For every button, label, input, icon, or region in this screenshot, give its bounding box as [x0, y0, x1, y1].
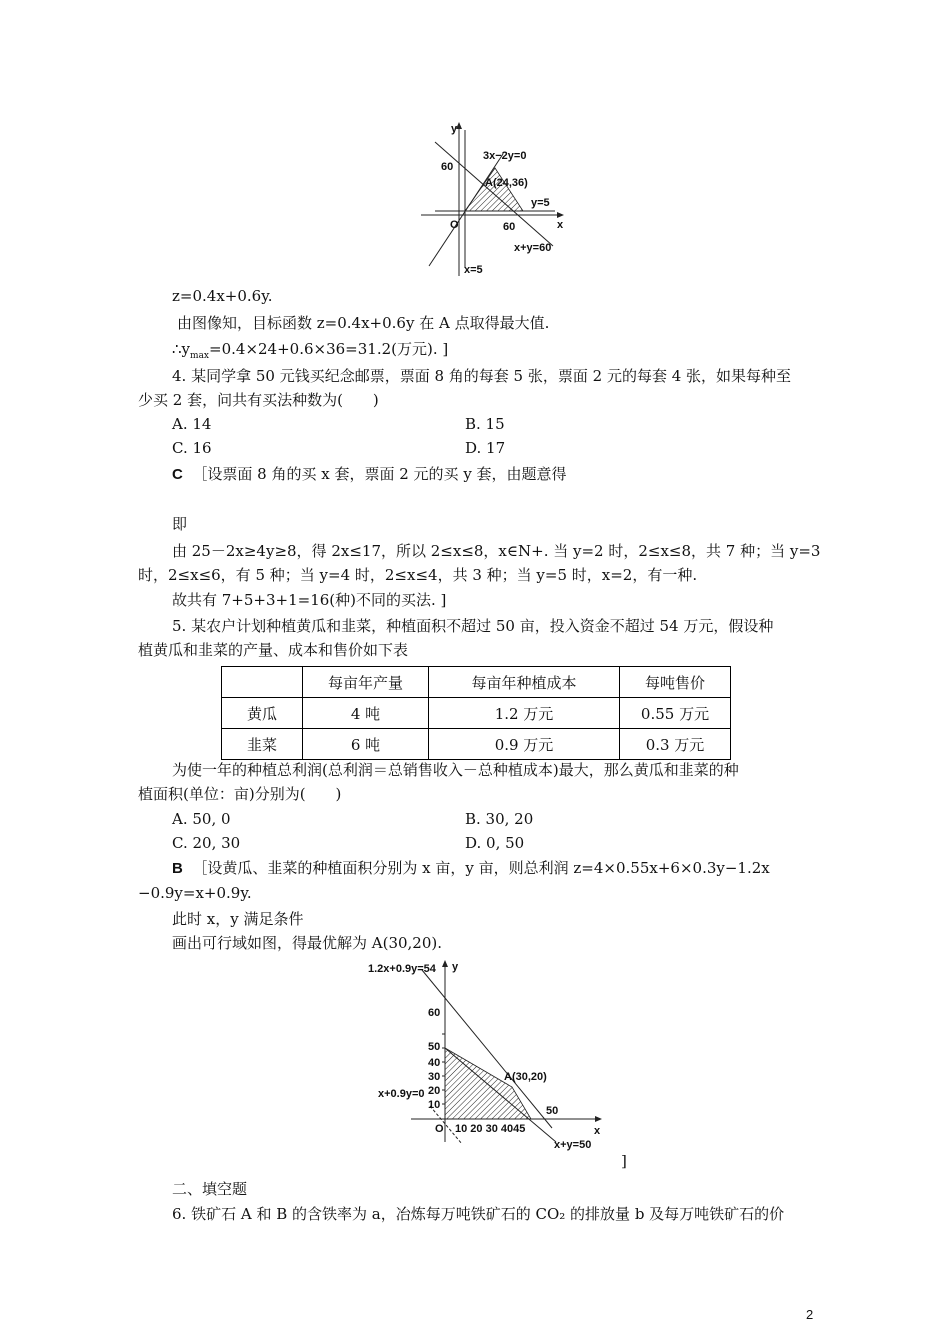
- tick-y-10: 10: [428, 1099, 441, 1111]
- q5-close-bracket: ]: [621, 1152, 627, 1170]
- graph-note: 由图像知，目标函数 z=0.4x+0.6y 在 A 点取得最大值.: [177, 314, 550, 332]
- q5-option-b: B. 30, 20: [465, 810, 534, 828]
- q5-stem-line3: 为使一年的种植总利润(总利润＝总销售收入－总种植成本)最大，那么黄瓜和韭菜的种: [172, 761, 739, 779]
- q4-conclusion: 故共有 7+5+3+1=16(种)不同的买法. ]: [172, 591, 447, 609]
- q5-feasible: 画出可行域如图，得最优解为 A(30,20).: [172, 934, 443, 952]
- table-header-row: 每亩年产量 每亩年种植成本 每吨售价: [222, 667, 731, 698]
- q4-stem-line2: 少买 2 套，问共有买法种数为( ): [138, 391, 379, 409]
- origin-label: O: [435, 1123, 444, 1135]
- x-tick-labels: 10 20 30 4045: [455, 1123, 526, 1135]
- tick-x-60: 60: [503, 221, 516, 233]
- q5-condition: 此时 x，y 满足条件: [172, 910, 304, 928]
- z-expression: z=0.4x+0.6y.: [172, 287, 273, 305]
- tick-y-60: 60: [428, 1007, 441, 1019]
- line-label-top: 1.2x+0.9y=54: [368, 963, 436, 975]
- q4-answer: C ［设票面 8 角的买 x 套，票面 2 元的买 y 套，由题意得: [172, 465, 567, 483]
- shaded-region: [465, 168, 523, 211]
- line-label-xy50: x+y=50: [554, 1139, 592, 1151]
- y-axis-label: y: [451, 123, 458, 135]
- table-row: 韭菜 6 吨 0.9 万元 0.3 万元: [222, 729, 731, 760]
- q4-reason-line2: 时，2≤x≤6，有 5 种；当 y=4 时，2≤x≤4，共 3 种；当 y=5 时，x=2，有一种.: [138, 566, 698, 584]
- line-label-3x-2y: 3x−2y=0: [483, 150, 527, 162]
- y-axis-label: y: [452, 961, 459, 973]
- tick-y-40: 40: [428, 1057, 441, 1069]
- q6-stem: 6. 铁矿石 A 和 B 的含铁率为 a，冶炼每万吨铁矿石的 CO₂ 的排放量 b 及每万吨铁矿石的价: [172, 1205, 785, 1223]
- tick-y-30: 30: [428, 1071, 441, 1083]
- q4-option-b: B. 15: [465, 415, 505, 433]
- table-row: 黄瓜 4 吨 1.2 万元 0.55 万元: [222, 698, 731, 729]
- q4-option-d: D. 17: [465, 439, 506, 457]
- q5-stem-line2: 植黄瓜和韭菜的产量、成本和售价如下表: [138, 641, 409, 659]
- point-a-label: A(30,20): [504, 1071, 547, 1083]
- q5-stem-line4: 植面积(单位：亩)分别为( ): [138, 785, 342, 803]
- q5-option-a: A. 50, 0: [172, 810, 231, 828]
- q4-stem-line1: 4. 某同学拿 50 元钱买纪念邮票，票面 8 角的每套 5 张，票面 2 元的每套 4 张，如果每种至: [172, 367, 792, 385]
- q4-option-c: C. 16: [172, 439, 212, 457]
- q5-stem-line1: 5. 某农户计划种植黄瓜和韭菜，种植面积不超过 50 亩，投入资金不超过 54 万元，假设种: [172, 617, 774, 635]
- label-50: 50: [546, 1105, 559, 1117]
- feasible-region-figure-2: [366, 956, 611, 1156]
- line-label-xy60: x+y=60: [514, 242, 552, 254]
- tick-y-60: 60: [441, 161, 454, 173]
- q5-option-c: C. 20, 30: [172, 834, 241, 852]
- line-label-dashed: x+0.9y=0: [378, 1088, 425, 1100]
- production-table: [221, 666, 731, 760]
- tick-y-20: 20: [428, 1085, 441, 1097]
- ymax-result: $\therefore y_{max}=0.4\times 24+0.6\times 36=31.2$(万元). ]: [172, 340, 449, 361]
- q5-option-d: D. 0, 50: [465, 834, 525, 852]
- tick-y-50: 50: [428, 1041, 441, 1053]
- line-label-y5: y=5: [531, 197, 550, 209]
- q4-reason-line1: 由 25－2x≥4y≥8，得 2x≤17，所以 2≤x≤8，x∈N+. 当 y=2 时，2≤x≤8，共 7 种；当 y=3: [172, 542, 821, 560]
- q5-answer-line1: B ［设黄瓜、韭菜的种植面积分别为 x 亩，y 亩，则总利润 z=4×0.55x+6×0.3y−1.2x: [172, 859, 770, 877]
- line-label-x5: x=5: [464, 264, 483, 276]
- q4-ji: 即: [172, 515, 188, 533]
- q5-answer-line2: −0.9y=x+0.9y.: [138, 884, 252, 902]
- origin-label: O: [450, 219, 459, 231]
- point-a-label: A(24,36): [485, 177, 528, 189]
- x-axis-label: x: [557, 219, 564, 231]
- q4-option-a: A. 14: [172, 415, 212, 433]
- page-number: 2: [806, 1307, 814, 1322]
- section-title: 二、填空题: [172, 1180, 248, 1198]
- x-axis-label: x: [594, 1125, 601, 1137]
- feasible-region-figure-1: [415, 118, 565, 278]
